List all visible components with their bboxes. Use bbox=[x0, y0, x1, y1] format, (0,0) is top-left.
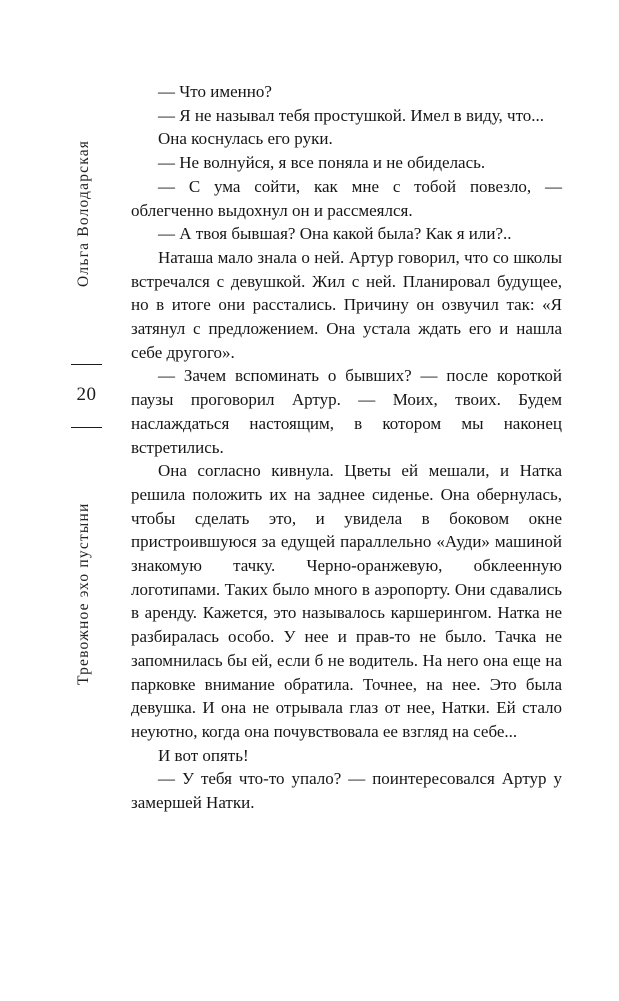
paragraph: — У тебя что-то упало? — поинтересовался Артур у замершей Натки. bbox=[131, 769, 562, 813]
paragraph: — Зачем вспоминать о бывших? — после короткой паузы проговорил Артур. — Моих, твоих. Будем наслаждаться настоящим, в котором мы наконец встретились. bbox=[131, 366, 562, 457]
paragraph: Наташа мало знала о ней. Артур говорил, что со школы встречался с девушкой. Жил с ней. Планировал будущее, но в итоге они расстались. Причину он озвучил так: «Я затянул с предложением. Она устала ждать его и нашла себе другого». bbox=[131, 247, 562, 362]
separator-line-top bbox=[71, 364, 102, 365]
author-name: Ольга Володарская bbox=[75, 139, 92, 287]
paragraph: Она коснулась его руки. bbox=[158, 129, 333, 149]
paragraph: И вот опять! bbox=[158, 745, 249, 765]
separator-line-bottom bbox=[71, 427, 102, 428]
paragraph: — С ума сойти, как мне с тобой повезло, — облегченно выдохнул он и рассмеялся. bbox=[131, 176, 562, 220]
paragraph: — Не волнуйся, я все поняла и не обиделась. bbox=[158, 153, 486, 173]
body-text bbox=[131, 80, 562, 815]
paragraph: Она согласно кивнула. Цветы ей мешали, и Натка решила положить их на заднее сиденье. Она обернулась, чтобы сделать это, и увидела в боковом окне пристроившуюся за едущей параллельно «Ауди» машиной знакомую тачку. Черно-оранжевую, обклеенную логотипами. Таких было много в аэропорту. Они сдавались в аренду. Кажется, это называлось каршерингом. Натка не разбиралась особо. У нее и прав-то не было. Тачка не запомнилась бы ей, если б не водитель. На него она еще на парковке внимание обратила. Точнее, на нее. Это была девушка. И она не отрывала глаз от нее, Натки. Ей стало неуютно, когда она почувствовала ее взгляд на себе... bbox=[131, 461, 562, 741]
paragraph: — Что именно? bbox=[158, 82, 272, 101]
book-title: Тревожное эхо пустыни bbox=[75, 502, 92, 685]
page-number: 20 bbox=[76, 384, 97, 405]
paragraph: — Я не называл тебя простушкой. Имел в виду, что... bbox=[158, 105, 545, 125]
paragraph: — А твоя бывшая? Она какой была? Как я или?.. bbox=[158, 224, 512, 244]
page-margin bbox=[60, 0, 115, 1001]
